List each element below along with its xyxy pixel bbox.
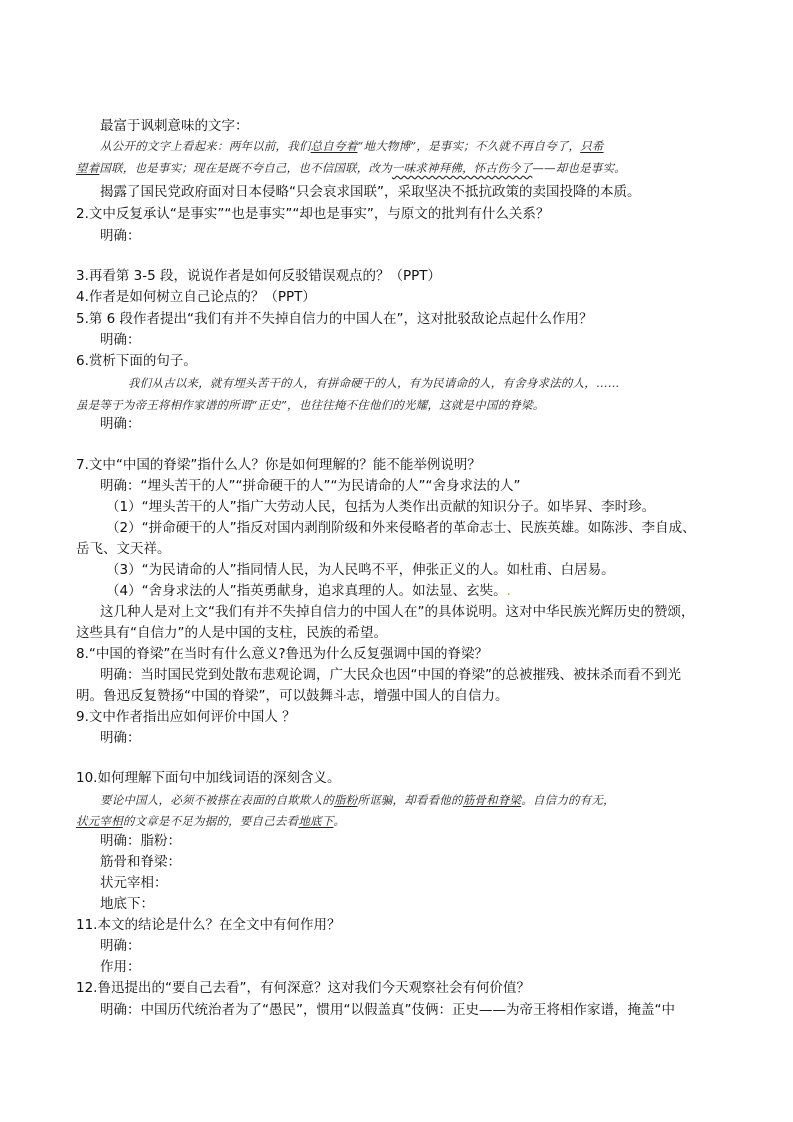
- quote-line: [100, 137, 604, 155]
- quote-line: [76, 812, 345, 830]
- question-3: 3.再看第 3-5 段，说说作者是如何反驳错误观点的？（PPT）: [76, 268, 442, 284]
- answer-line: （3）“为民请命的人”指同情人民，为人民鸣不平，伸张正义的人。如杜甫、白居易。: [106, 562, 615, 578]
- answer-line: 状元宰相：: [100, 875, 168, 891]
- quote-line: [100, 791, 615, 809]
- underlined-phrase: 地底下: [298, 814, 334, 828]
- question-9: 9.文中作者指出应如何评价中国人 ？: [76, 709, 296, 725]
- underlined-phrase: 只希: [580, 139, 604, 153]
- quote-text: 。: [333, 814, 346, 828]
- question-5: 5.第 6 段作者提出“我们有并不失掉自信力的中国人在”，这对批驳敌论点起什么作用？: [76, 311, 593, 327]
- quote-line: [76, 159, 626, 177]
- quote-line: 我们从古以来，就有埋头苦干的人，有拼命硬干的人，有为民请命的人，有舍身求法的人，……: [128, 376, 620, 390]
- underlined-phrase: 状元宰相: [76, 814, 123, 828]
- answer-line: 这几种人是对上文“我们有并不失掉自信力的中国人在”的具体说明。这对中华民族光辉历史的赞颂，: [100, 604, 695, 620]
- answer-line: 这些具有“自信力”的人是中国的支柱，民族的希望。: [76, 625, 387, 641]
- answer-label: 明确：: [100, 332, 141, 348]
- question-6: 6.赏析下面的句子。: [76, 353, 197, 369]
- quote-text: 。自信力的有无，: [521, 793, 615, 807]
- underlined-phrase: 脂粉: [334, 793, 358, 807]
- mark-dot: .: [506, 583, 511, 599]
- paragraph: 揭露了国民党政府面对日本侵略“只会哀求国联”，采取坚决不抵抗政策的卖国投降的本质。: [100, 184, 641, 200]
- quote-text: “地大物博”，是事实；不久就不再自夸了，: [357, 139, 581, 153]
- section-heading: 最富于讽刺意味的文字：: [100, 118, 249, 134]
- question-2: 2.文中反复承认“是事实”“也是事实”“却也是事实”，与原文的批判有什么关系？: [76, 206, 550, 222]
- quote-text: 从公开的文字上看起来：两年以前，我们: [100, 139, 311, 153]
- quote-text: 要论中国人，必须不被搽在表面的自欺欺人的: [100, 793, 334, 807]
- quote-text: 的文章是不足为据的，要自己去看: [122, 814, 299, 828]
- question-12: 12.鲁迅提出的“要自己去看”，有何深意？这对我们今天观察社会有何价值？: [76, 980, 530, 996]
- answer-line: （1）“埋头苦干的人”指广大劳动人民，包括为人类作出贡献的知识分子。如毕昇、李时珍。: [106, 499, 656, 515]
- answer-text: （4）“舍身求法的人”指英勇献身，追求真理的人。如法显、玄奘。: [106, 583, 507, 599]
- answer-line: 明确：中国历代统治者为了“愚民”，惯用“以假盖真”伎俩：正史——为帝王将相作家谱，掩盖“中: [100, 1002, 675, 1018]
- answer-label: 明确：: [100, 228, 141, 244]
- answer-line: 明确：当时国民党到处散布悲观论调，广大民众也因“中国的脊梁”的总被摧残、被抹杀而看不到光: [100, 667, 681, 683]
- answer-line: 明确：“埋头苦干的人”“拼命硬干的人”“为民请命的人”“舍身求法的人”: [100, 478, 521, 494]
- quote-text: 所诓骗，却看看他的: [357, 793, 463, 807]
- answer-label: 明确：: [100, 416, 141, 432]
- quote-line: 虽是等于为帝王将相作家谱的所谓“正史”，也往往掩不住他们的光耀，这就是中国的脊梁。: [76, 398, 545, 412]
- question-4: 4.作者是如何树立自己论点的？（PPT）: [76, 289, 316, 305]
- answer-line: [106, 582, 511, 600]
- question-8: 8.“中国的脊梁”在当时有什么意义?鲁迅为什么反复强调中国的脊梁？: [76, 646, 489, 662]
- answer-line: 明确：脂粉：: [100, 833, 181, 849]
- quote-text: ——却也是事实。: [532, 161, 626, 175]
- underlined-phrase: 望着: [76, 161, 100, 175]
- question-11: 11.本文的结论是什么？在全文中有何作用？: [76, 917, 341, 933]
- answer-line: 筋骨和脊梁：: [100, 854, 181, 870]
- answer-line: 明。鲁迅反复赞扬“中国的脊梁”，可以鼓舞斗志，增强中国人的自信力。: [76, 688, 509, 704]
- question-7: 7.文中“中国的脊梁”指什么人？你是如何理解的？能不能举例说明？: [76, 457, 481, 473]
- answer-label: 明确：: [100, 938, 141, 954]
- quote-text: 国联，也是事实；现在是既不夸自己，也不信国联，改为: [99, 161, 392, 175]
- answer-line: （2）“拼命硬干的人”指反对国内剥削阶级和外来侵略者的革命志士、民族英雄。如陈涉、李自成、: [106, 520, 696, 536]
- answer-label: 作用：: [100, 959, 141, 975]
- answer-line: 岳飞、文天祥。: [76, 541, 171, 557]
- underlined-phrase: 总自夸着: [310, 139, 358, 153]
- answer-label: 明确：: [100, 730, 141, 746]
- question-10: 10.如何理解下面句中加线词语的深刻含义。: [76, 770, 341, 786]
- answer-line: 地底下：: [100, 896, 154, 912]
- wavy-underlined-phrase: 一味求神拜佛，怀古伤今了: [391, 161, 533, 175]
- underlined-phrase: 筋骨和脊梁: [462, 793, 522, 807]
